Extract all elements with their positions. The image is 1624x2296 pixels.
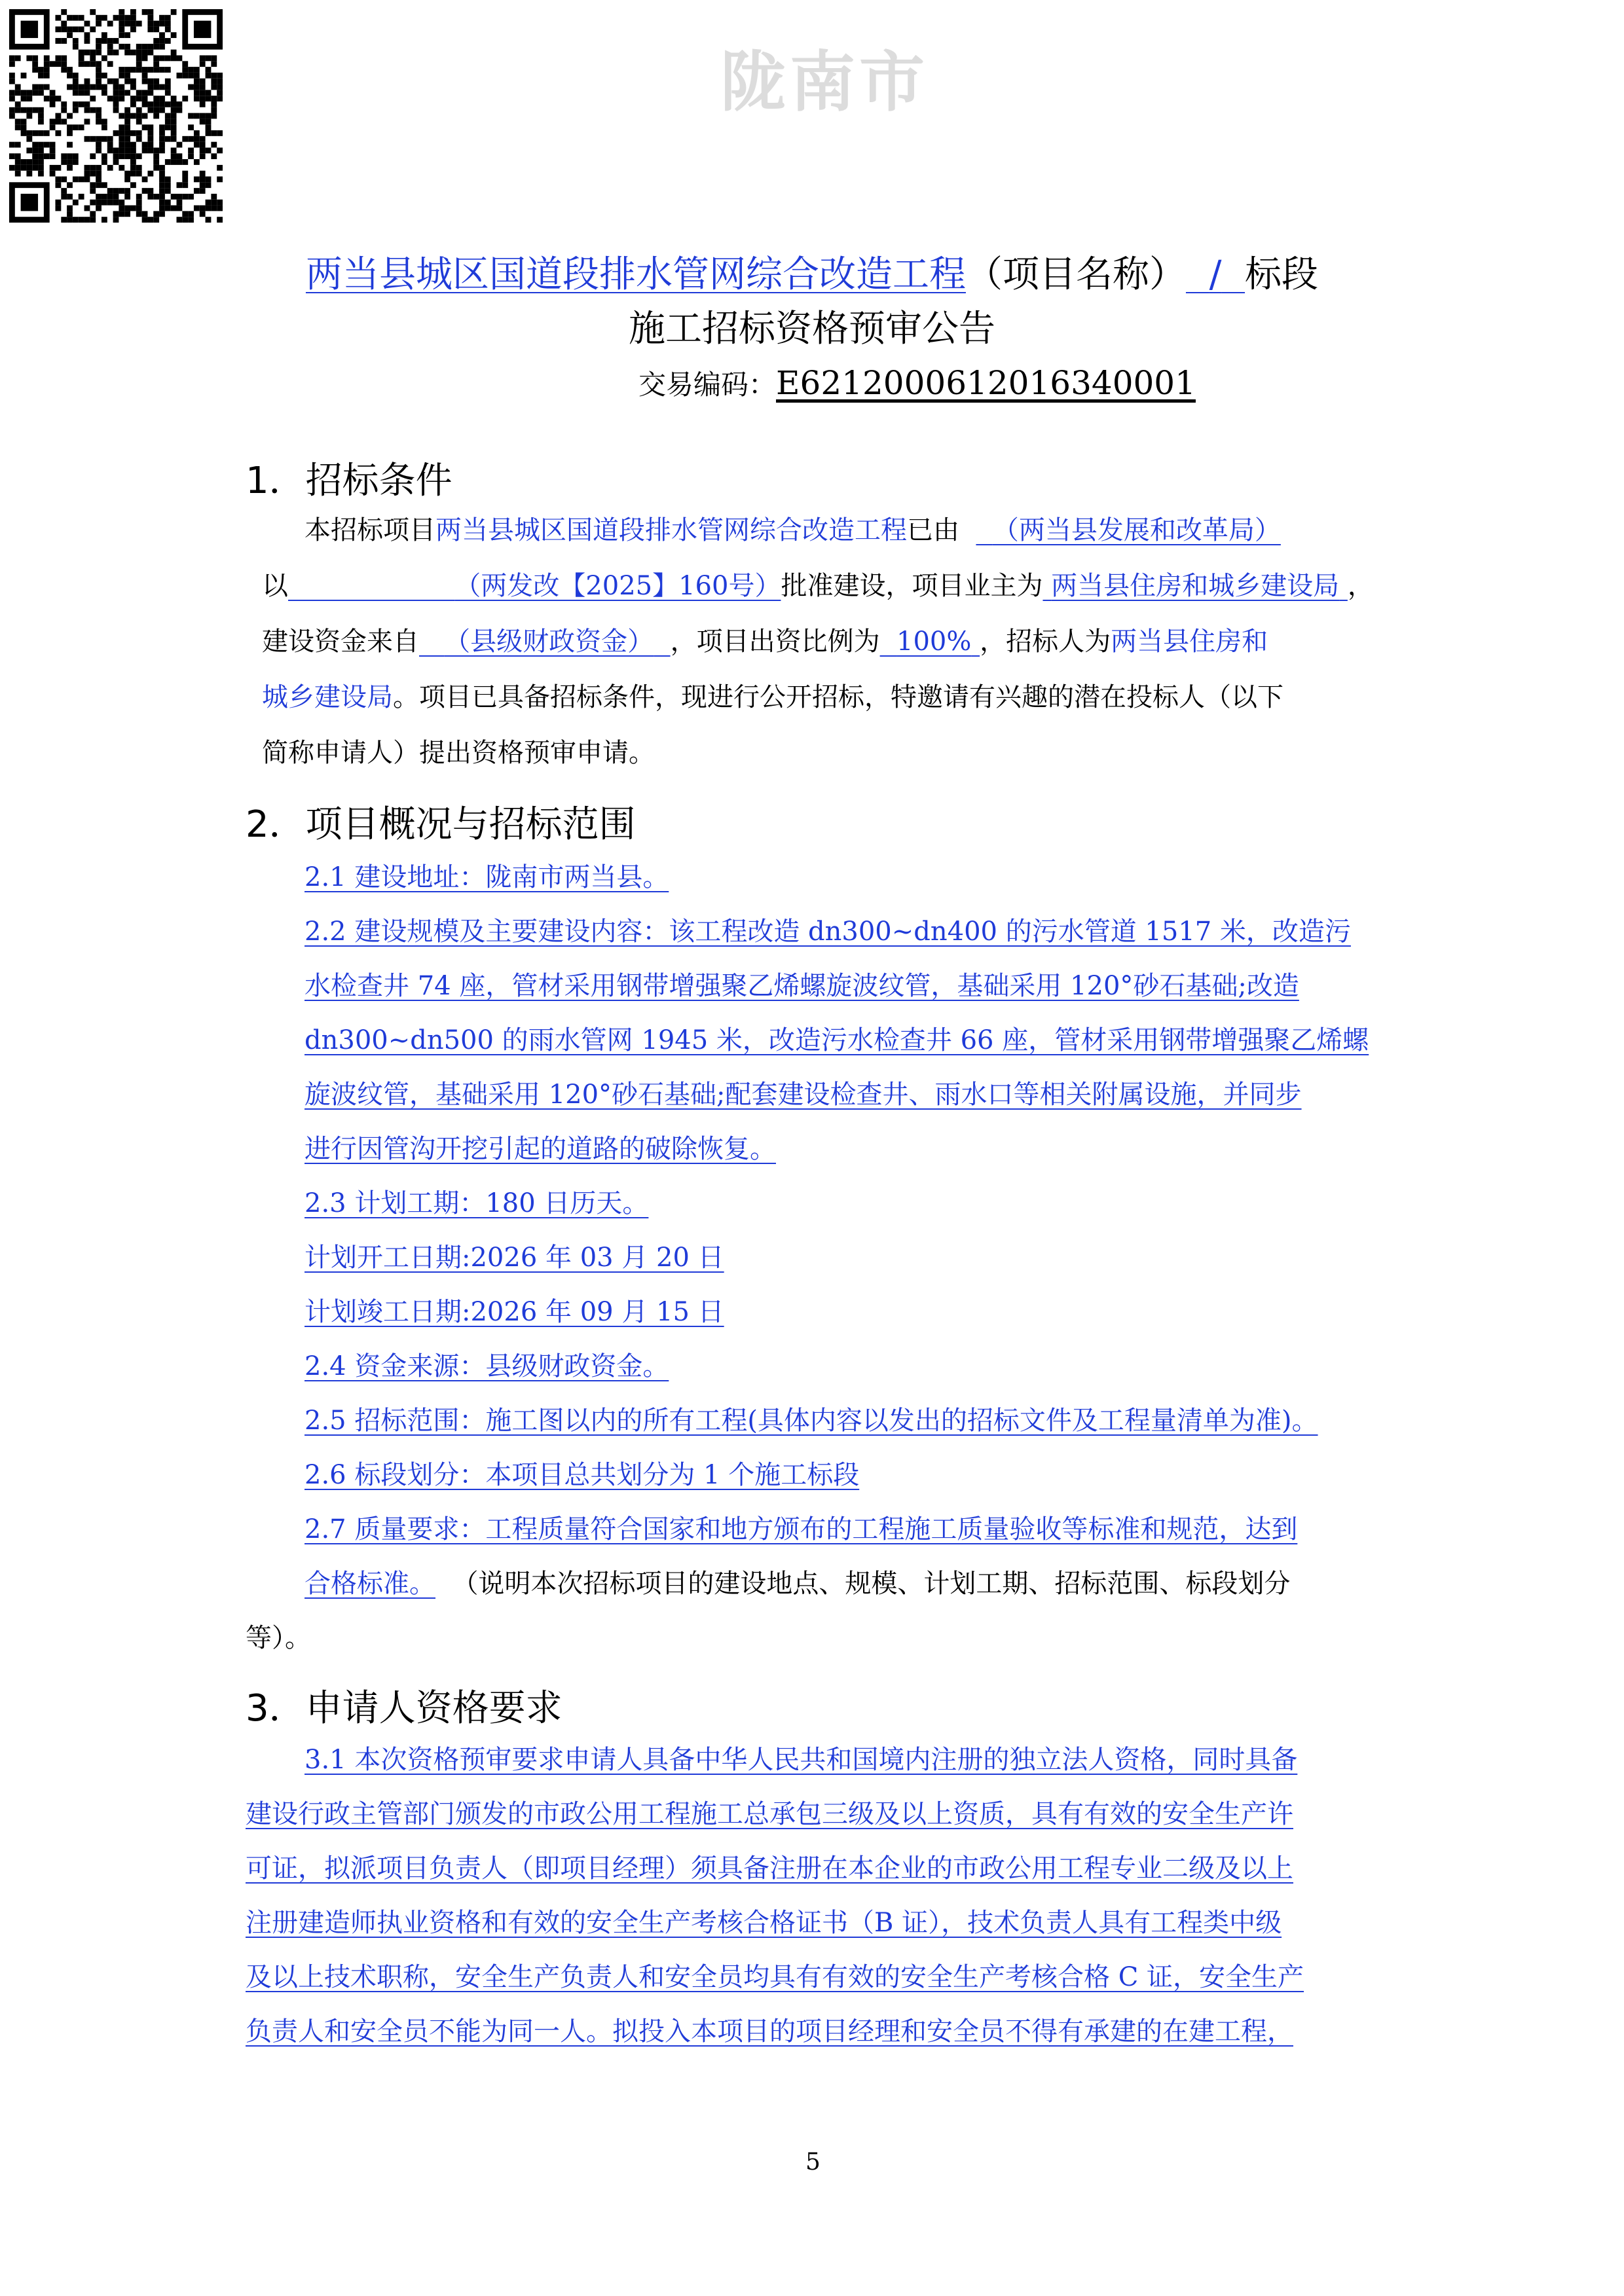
sec2-line: 2.3 计划工期：180 日历天。 bbox=[304, 1188, 649, 1218]
sec3-line: 及以上技术职称，安全生产负责人和安全员均具有有效的安全生产考核合格 C 证，安全生产 bbox=[246, 1962, 1304, 1992]
sec1-line-2: 以 （两发改【2025】160号）批准建设，项目业主为 两当县住房和城乡建设局 ， bbox=[262, 571, 1374, 601]
sec3-line: 注册建造师执业资格和有效的安全生产考核合格证书（B 证），技术负责人具有工程类中级 bbox=[246, 1908, 1282, 1938]
transaction-code-label: 交易编码： bbox=[638, 369, 777, 401]
project-name-suffix: （项目名称） bbox=[965, 253, 1186, 296]
notice-title-line2: 施工招标资格预审公告 bbox=[629, 308, 995, 350]
sec3-line: 建设行政主管部门颁发的市政公用工程施工总承包三级及以上资质，具有有效的安全生产许 bbox=[246, 1799, 1293, 1829]
sec2-line: 旋波纹管，基础采用 120°砂石基础;配套建设检查井、雨水口等相关附属设施，并同步 bbox=[304, 1080, 1302, 1110]
sec2-line: 2.6 标段划分：本项目总共划分为 1 个施工标段 bbox=[304, 1460, 860, 1490]
sec2-line: dn300~dn500 的雨水管网 1945 米，改造污水检查井 66 座，管材采用钢带增强聚乙烯螺 bbox=[304, 1025, 1369, 1055]
sec3-line: 负责人和安全员不能为同一人。拟投入本项目的项目经理和安全员不得有承建的在建工程， bbox=[246, 2016, 1293, 2047]
sec3-line: 3.1 本次资格预审要求申请人具备中华人民共和国境内注册的独立法人资格，同时具备 bbox=[304, 1745, 1298, 1775]
sec2-line-last: 合格标准。 （说明本次招标项目的建设地点、规模、计划工期、招标范围、标段划分 bbox=[304, 1569, 1291, 1599]
section-suffix: 标段 bbox=[1245, 253, 1319, 296]
section-2-heading: 2．项目概况与招标范围 bbox=[246, 803, 636, 846]
section-value: / bbox=[1209, 253, 1222, 296]
qr-code-icon bbox=[9, 9, 223, 223]
sec2-note-end: 等）。 bbox=[246, 1623, 311, 1653]
sec2-line: 计划开工日期:2026 年 03 月 20 日 bbox=[304, 1243, 724, 1273]
sec2-line: 2.4 资金来源：县级财政资金。 bbox=[304, 1351, 669, 1381]
sec2-line: 水检查井 74 座，管材采用钢带增强聚乙烯螺旋波纹管，基础采用 120°砂石基础;改造 bbox=[304, 971, 1299, 1001]
notice-title-line1 bbox=[0, 246, 1624, 298]
sec2-line: 2.2 建设规模及主要建设内容：该工程改造 dn300~dn400 的污水管道 1517 米，改造污 bbox=[304, 917, 1351, 947]
sec1-line-4: 城乡建设局。项目已具备招标条件，现进行公开招标，特邀请有兴趣的潜在投标人（以下 bbox=[262, 682, 1283, 712]
sec1-line-1: 本招标项目两当县城区国道段排水管网综合改造工程已由 （两当县发展和改革局） bbox=[304, 515, 1281, 545]
project-name: 两当县城区国道段排水管网综合改造工程 bbox=[305, 253, 966, 296]
sec1-line-3: 建设资金来自 （县级财政资金） ，项目出资比例为 100% ，招标人为两当县住房和 bbox=[262, 627, 1268, 657]
transaction-code-value: E6212000612016340001 bbox=[776, 364, 1196, 402]
watermark: 陇南市 bbox=[720, 44, 929, 120]
page-number: 5 bbox=[805, 2149, 821, 2176]
transaction-code bbox=[638, 363, 1196, 403]
section-3-heading: 3．申请人资格要求 bbox=[246, 1687, 563, 1730]
sec2-line: 2.7 质量要求：工程质量符合国家和地方颁布的工程施工质量验收等标准和规范，达到 bbox=[304, 1514, 1298, 1544]
sec1-line-5: 简称申请人）提出资格预审申请。 bbox=[262, 738, 655, 768]
section-1-heading: 1．招标条件 bbox=[246, 460, 452, 502]
sec2-line: 2.5 招标范围：施工图以内的所有工程(具体内容以发出的招标文件及工程量清单为准)。 bbox=[304, 1406, 1318, 1436]
sec2-line: 2.1 建设地址：陇南市两当县。 bbox=[304, 862, 669, 892]
sec3-line: 可证，拟派项目负责人（即项目经理）须具备注册在本企业的市政公用工程专业二级及以上 bbox=[246, 1853, 1293, 1884]
sec2-line: 进行因管沟开挖引起的道路的破除恢复。 bbox=[304, 1134, 776, 1164]
sec2-line: 计划竣工日期:2026 年 09 月 15 日 bbox=[304, 1297, 724, 1327]
